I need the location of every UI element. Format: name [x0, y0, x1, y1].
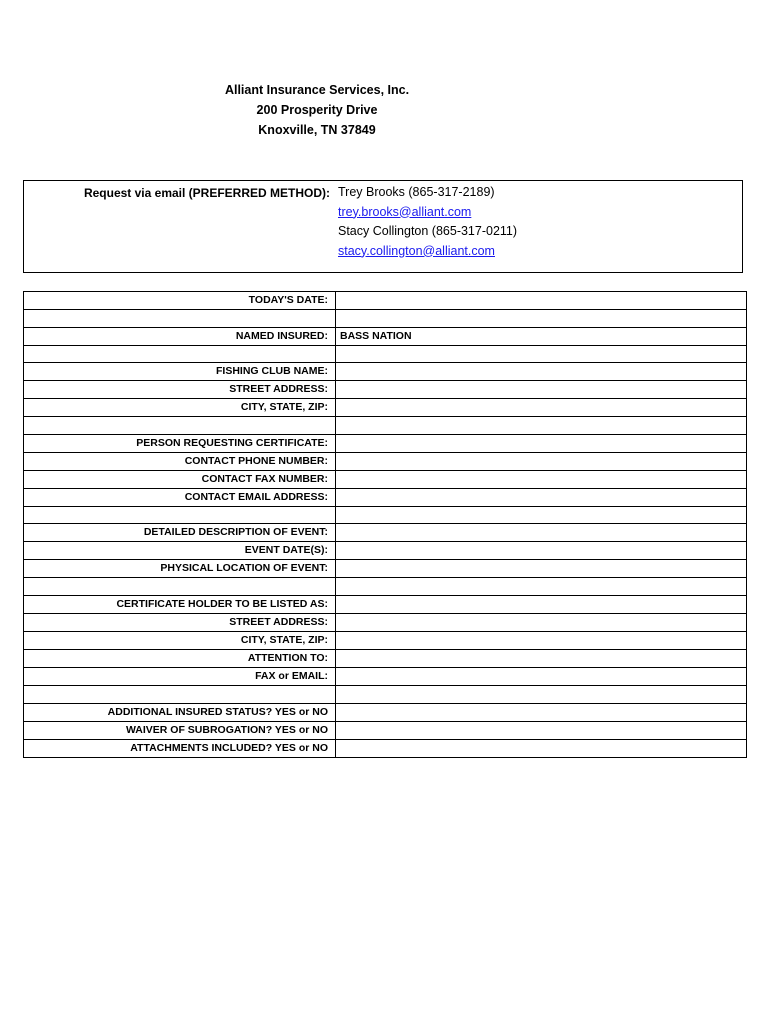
form-field-label: PERSON REQUESTING CERTIFICATE: — [24, 434, 336, 452]
form-field-value[interactable] — [336, 452, 747, 470]
form-field-label: TODAY'S DATE: — [24, 292, 336, 310]
form-field-value[interactable] — [336, 685, 747, 703]
form-field-value[interactable] — [336, 434, 747, 452]
form-field-label: EVENT DATE(S): — [24, 542, 336, 560]
form-field-label — [24, 345, 336, 363]
form-field-value[interactable] — [336, 417, 747, 435]
company-address-block — [167, 80, 467, 140]
form-row — [24, 470, 747, 488]
form-field-label: WAIVER OF SUBROGATION? YES or NO — [24, 721, 336, 739]
form-row — [24, 399, 747, 417]
contact-method-label: Request via email (PREFERRED METHOD): — [83, 186, 330, 200]
contact-box — [23, 180, 743, 273]
form-row — [24, 631, 747, 649]
form-field-label: CITY, STATE, ZIP: — [24, 399, 336, 417]
form-field-value[interactable] — [336, 470, 747, 488]
form-field-label — [24, 417, 336, 435]
form-row — [24, 613, 747, 631]
form-row — [24, 524, 747, 542]
form-field-label: STREET ADDRESS: — [24, 381, 336, 399]
company-street: 200 Prosperity Drive — [256, 103, 378, 117]
form-row — [24, 345, 747, 363]
form-field-value[interactable] — [336, 506, 747, 524]
form-field-label: ADDITIONAL INSURED STATUS? YES or NO — [24, 703, 336, 721]
form-row — [24, 488, 747, 506]
form-field-value[interactable] — [336, 703, 747, 721]
form-field-label: DETAILED DESCRIPTION OF EVENT: — [24, 524, 336, 542]
form-field-value[interactable] — [336, 721, 747, 739]
form-field-value[interactable] — [336, 613, 747, 631]
form-row — [24, 649, 747, 667]
form-row — [24, 506, 747, 524]
form-row — [24, 721, 747, 739]
form-field-label — [24, 685, 336, 703]
form-row — [24, 363, 747, 381]
form-field-value[interactable] — [336, 595, 747, 613]
form-row — [24, 685, 747, 703]
form-field-label: PHYSICAL LOCATION OF EVENT: — [24, 560, 336, 578]
form-field-label: ATTACHMENTS INCLUDED? YES or NO — [24, 739, 336, 757]
form-field-value[interactable] — [336, 667, 747, 685]
form-field-label — [24, 578, 336, 596]
form-row — [24, 739, 747, 757]
form-field-label: FISHING CLUB NAME: — [24, 363, 336, 381]
form-row — [24, 560, 747, 578]
form-body — [24, 292, 747, 758]
company-name: Alliant Insurance Services, Inc. — [224, 83, 410, 97]
form-field-value[interactable] — [336, 578, 747, 596]
form-field-label: FAX or EMAIL: — [24, 667, 336, 685]
form-field-value[interactable] — [336, 399, 747, 417]
contact-email-link-2[interactable]: stacy.collington@alliant.com — [338, 243, 495, 258]
form-field-value[interactable] — [336, 524, 747, 542]
certificate-request-form — [23, 291, 747, 758]
contact-person-1: Trey Brooks (865-317-2189) — [338, 185, 495, 199]
form-row — [24, 703, 747, 721]
form-row — [24, 595, 747, 613]
form-field-value[interactable] — [336, 560, 747, 578]
form-field-label — [24, 506, 336, 524]
form-field-label: CITY, STATE, ZIP: — [24, 631, 336, 649]
form-field-label — [24, 310, 336, 328]
form-field-label: CONTACT EMAIL ADDRESS: — [24, 488, 336, 506]
form-field-label: ATTENTION TO: — [24, 649, 336, 667]
form-field-value[interactable] — [336, 381, 747, 399]
form-field-value[interactable]: BASS NATION — [336, 327, 747, 345]
form-row — [24, 578, 747, 596]
form-row — [24, 434, 747, 452]
contact-person-2: Stacy Collington (865-317-0211) — [338, 224, 518, 238]
form-field-value[interactable] — [336, 488, 747, 506]
form-field-label: CERTIFICATE HOLDER TO BE LISTED AS: — [24, 595, 336, 613]
form-field-value[interactable] — [336, 542, 747, 560]
form-row — [24, 381, 747, 399]
form-row — [24, 667, 747, 685]
form-row — [24, 542, 747, 560]
form-field-label: STREET ADDRESS: — [24, 613, 336, 631]
contact-list — [338, 183, 517, 261]
form-field-value[interactable] — [336, 631, 747, 649]
form-field-value[interactable] — [336, 345, 747, 363]
form-row — [24, 417, 747, 435]
form-row — [24, 292, 747, 310]
form-field-label: NAMED INSURED: — [24, 327, 336, 345]
contact-email-link-1[interactable]: trey.brooks@alliant.com — [338, 204, 472, 219]
form-field-label: CONTACT PHONE NUMBER: — [24, 452, 336, 470]
form-field-value[interactable] — [336, 649, 747, 667]
form-field-value[interactable] — [336, 363, 747, 381]
form-field-value[interactable] — [336, 739, 747, 757]
company-city: Knoxville, TN 37849 — [258, 123, 376, 137]
form-row — [24, 327, 747, 345]
form-row — [24, 452, 747, 470]
form-field-value[interactable] — [336, 292, 747, 310]
form-row — [24, 310, 747, 328]
form-field-value[interactable] — [336, 310, 747, 328]
form-field-label: CONTACT FAX NUMBER: — [24, 470, 336, 488]
